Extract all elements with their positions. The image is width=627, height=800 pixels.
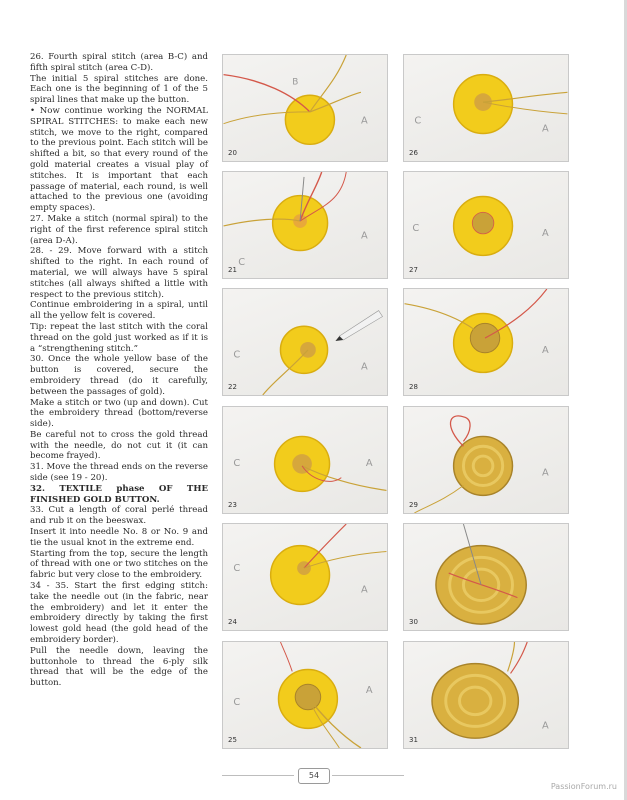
- step-photo-29: [403, 406, 569, 514]
- svg-text:A: A: [541, 123, 549, 135]
- photo-number: 21: [228, 266, 237, 274]
- watermark: PassionForum.ru: [550, 782, 617, 791]
- svg-text:B: B: [292, 77, 299, 88]
- paragraph: • Now continue working the NORMAL SPIRAL STITCHES: to make each new stitch, we move to the right, compared to the previous point. Each stitch will be shifted a bit, so that every round of the gold material creates a visual play of stitches. It is important that each passage of material, each round, is well attached to the previous one (avoiding empty spaces).: [30, 105, 208, 214]
- step-photo-21: [222, 171, 388, 279]
- photo-number: 26: [409, 149, 418, 157]
- paragraph: 28. - 29. Move forward with a stitch shifted to the right. In each round of material, we will always have 5 spiral stitches (all always shifted a little with respect to the previous stitch).: [30, 246, 208, 300]
- step-photo-24: [222, 523, 388, 631]
- svg-text:C: C: [233, 349, 241, 361]
- svg-text:A: A: [365, 457, 373, 469]
- paragraph: Pull the needle down, leaving the buttonhole to thread the 6-ply silk thread that will be the edge of the button.: [30, 645, 208, 689]
- paragraph: The initial 5 spiral stitches are done. Each one is the beginning of 1 of the 5 spiral lines that make up the button.: [30, 73, 208, 106]
- paragraph: Starting from the top, secure the length of thread with one or two stitches on the fabric but very close to the embroidery.: [30, 548, 208, 581]
- svg-text:A: A: [365, 685, 373, 697]
- photo-number: 23: [228, 501, 237, 509]
- paragraph: 31. Move the thread ends on the reverse side (see 19 - 20).: [30, 462, 208, 484]
- svg-text:A: A: [360, 584, 368, 596]
- step-photo-23: [222, 406, 388, 514]
- photo-number: 24: [228, 618, 237, 626]
- step-photo-22: [222, 288, 388, 396]
- svg-text:C: C: [238, 257, 246, 269]
- step-photo-31: [403, 641, 569, 749]
- step-photo-25: [222, 641, 388, 749]
- svg-text:A: A: [541, 227, 549, 239]
- section-heading: 32. TEXTILE phase OF THE FINISHED GOLD BUTTON.: [30, 483, 208, 505]
- paragraph: Insert it into needle No. 8 or No. 9 and tie the usual knot in the extreme end.: [30, 527, 208, 548]
- photo-number: 27: [409, 266, 418, 274]
- step-photo-20: [222, 54, 388, 162]
- page-number-rule-right: [332, 775, 404, 776]
- svg-text:A: A: [541, 720, 549, 732]
- photo-number: 20: [228, 149, 237, 157]
- page-number-rule-left: [222, 775, 294, 776]
- photo-number: 29: [409, 501, 418, 509]
- paragraph: 27. Make a stitch (normal spiral) to the right of the first reference spiral stitch (area D-A).: [30, 213, 208, 246]
- photo-number: 22: [228, 383, 237, 391]
- step-photo-30: [403, 523, 569, 631]
- paragraph: Continue embroidering in a spiral, until all the yellow felt is covered.: [30, 300, 208, 322]
- svg-text:C: C: [233, 457, 241, 469]
- photo-number: 30: [409, 618, 418, 626]
- paragraph: 33. Cut a length of coral perlé thread and rub it on the beeswax.: [30, 505, 208, 527]
- step-photo-28: [403, 288, 569, 396]
- photo-number: 28: [409, 383, 418, 391]
- svg-text:C: C: [414, 115, 422, 127]
- paragraph: Tip: repeat the last stitch with the coral thread on the gold just worked as if it is a “strengthening stitch.”: [30, 321, 208, 354]
- paragraph: Make a stitch or two (up and down). Cut the embroidery thread (bottom/reverse side).: [30, 397, 208, 430]
- paragraph: 26. Fourth spiral stitch (area B-C) and fifth spiral stitch (area C-D).: [30, 52, 208, 73]
- svg-text:A: A: [541, 344, 549, 356]
- instruction-text-column: [30, 52, 208, 689]
- svg-text:A: A: [541, 467, 549, 479]
- step-photo-27: [403, 171, 569, 279]
- svg-text:C: C: [412, 222, 420, 234]
- svg-text:C: C: [233, 696, 241, 708]
- step-photo-26: [403, 54, 569, 162]
- svg-text:C: C: [233, 563, 241, 575]
- paragraph: 30. Once the whole yellow base of the button is covered, secure the embroidery thread (do it carefully, between the passages of gold).: [30, 354, 208, 397]
- photo-number: 25: [228, 736, 237, 744]
- svg-text:A: A: [360, 230, 368, 242]
- paragraph: 34 - 35. Start the first edging stitch: take the needle out (in the fabric, near the embroidery) and let it enter the embroidery directly by taking the first lowest gold head (the gold head of the embroidery border).: [30, 581, 208, 646]
- svg-text:A: A: [360, 115, 368, 127]
- paragraph: Be careful not to cross the gold thread with the needle, do not cut it (it can become frayed).: [30, 429, 208, 462]
- svg-text:A: A: [360, 361, 368, 373]
- page-number: 54: [298, 768, 330, 784]
- photo-number: 31: [409, 736, 418, 744]
